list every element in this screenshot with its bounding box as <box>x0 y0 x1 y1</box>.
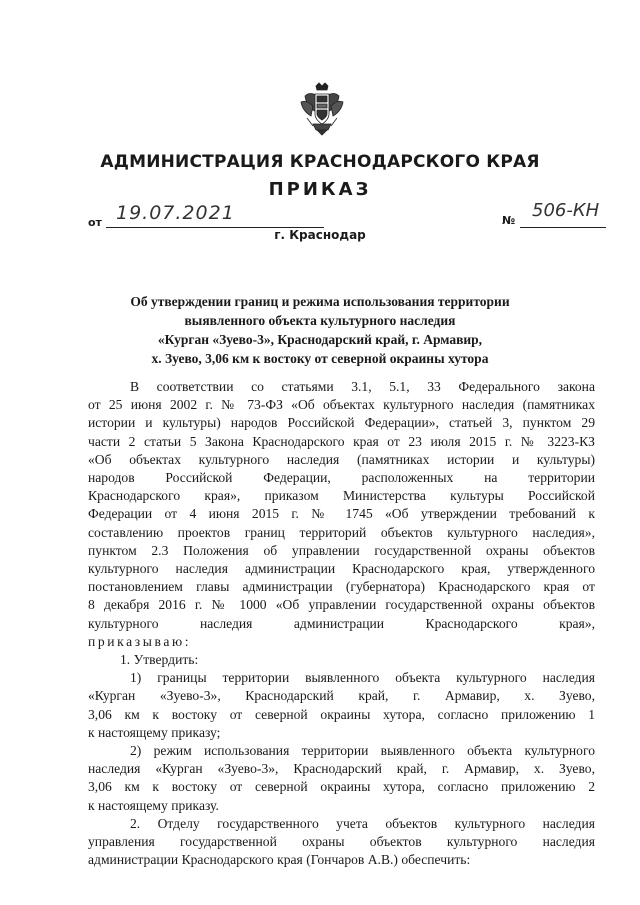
body-line: постановлением главы администрации (губернатора) Краснодарского края от <box>88 579 595 595</box>
body-line: 1) границы территории выявленного объекта культурного наследия <box>130 670 595 686</box>
subject-line: «Курган «Зуево-3», Краснодарский край, г. Армавир, <box>157 332 483 347</box>
document-type: ПРИКАЗ <box>268 179 372 200</box>
body-line: к настоящему приказу. <box>88 797 219 813</box>
coat-of-arms-emblem <box>299 82 345 136</box>
body-line: В соответствии со статьями 3.1, 5.1, 33 Федерального закона <box>130 379 595 394</box>
body-line: управления государственной охраны объектов культурного наследия <box>88 834 595 850</box>
body-line: 3,06 км к востоку от северной окраины хутора, согласно приложению 1 <box>88 706 595 722</box>
subject-line: Об утверждении границ и режима использования территории <box>130 294 510 309</box>
subject-line: х. Зуево, 3,06 км к востоку от северной окраины хутора <box>151 351 489 366</box>
body-line: 2. Отделу государственного учета объектов культурного наследия <box>130 815 595 831</box>
body-line: к настоящему приказу; <box>88 724 221 740</box>
document-subject <box>100 292 540 368</box>
body-line: Краснодарского края», приказом Министерства культуры Российской <box>88 488 595 504</box>
body-line: администрации Краснодарского края (Гончаров А.В.) обеспечить: <box>88 852 471 868</box>
organization-title: АДМИНИСТРАЦИЯ КРАСНОДАРСКОГО КРАЯ <box>100 152 540 172</box>
document-body <box>88 378 595 869</box>
date-prefix: от <box>88 216 102 229</box>
handwritten-number: 506-КН <box>532 200 600 221</box>
body-line: культурного наследия администрации Краснодарского края, утвержденного <box>88 561 595 577</box>
subject-line: выявленного объекта культурного наследия <box>184 313 456 328</box>
body-line-item1: 1. Утвердить: <box>120 652 199 668</box>
number-prefix: № <box>502 214 516 227</box>
handwritten-date: 19.07.2021 <box>116 202 235 224</box>
city-label: г. Краснодар <box>274 228 366 242</box>
body-line-prikazyvayu: приказываю: <box>88 633 192 649</box>
body-line: 3,06 км к востоку от северной окраины хутора, согласно приложению 2 <box>88 779 595 795</box>
body-line: Федерации от 4 июня 2015 г. № 1745 «Об утверждении требований к <box>88 506 595 522</box>
body-line: пунктом 2.3 Положения об управлении государственной охраны объектов <box>88 542 595 558</box>
body-line: составлению проектов границ территорий объектов культурного наследия», <box>88 524 595 540</box>
body-line: 2) режим использования территории выявленного объекта культурного <box>130 743 595 759</box>
body-line: 8 декабря 2016 г. № 1000 «Об управлении государственной охраны объектов <box>88 597 595 613</box>
body-line: «Курган «Зуево-3», Краснодарский край, г. Армавир, х. Зуево, <box>88 688 595 704</box>
body-line: части 2 статьи 5 Закона Краснодарского края от 23 июля 2015 г. № 3223-КЗ <box>88 433 595 449</box>
body-line: народов Российской Федерации, расположенных на территории <box>88 470 595 486</box>
body-line: наследия «Курган «Зуево-3», Краснодарский край, г. Армавир, х. Зуево, <box>88 761 595 777</box>
body-line: культурного наследия администрации Краснодарского края», <box>88 615 595 631</box>
body-line: «Об объектах культурного наследия (памятниках истории и культуры) <box>88 451 595 467</box>
body-line: истории и культуры) народов Российской Федерации», статьей 3, пунктом 29 <box>88 415 595 431</box>
body-line: от 25 июня 2002 г. № 73-ФЗ «Об объектах культурного наследия (памятниках <box>88 397 595 413</box>
